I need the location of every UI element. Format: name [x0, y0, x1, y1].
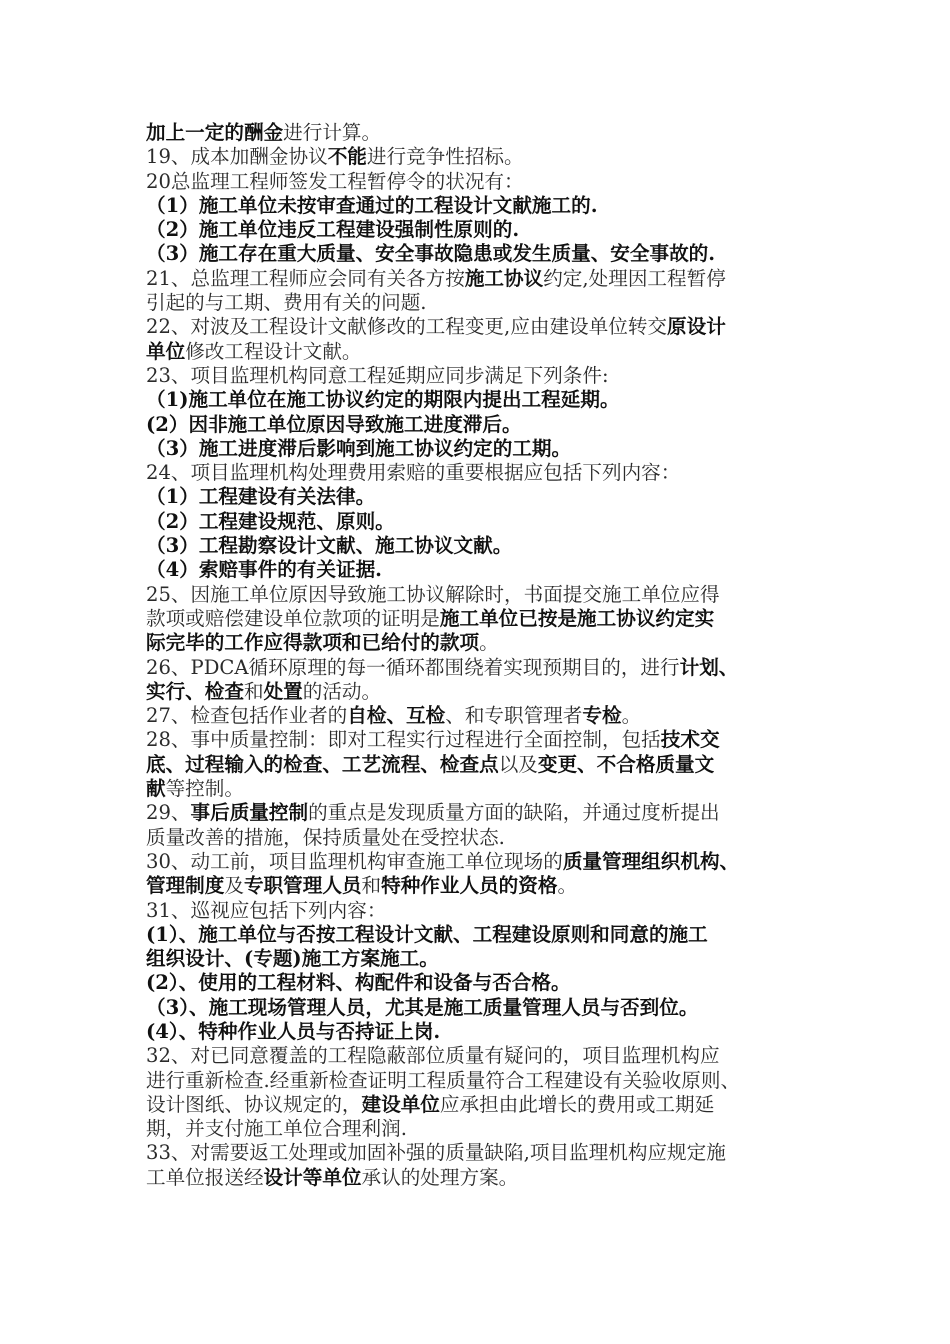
- text-line: [146, 461, 826, 485]
- plain-text: 。: [557, 874, 578, 898]
- text-line: [146, 558, 826, 582]
- emphasized-text: （2）工程建设规范、原则。: [146, 509, 395, 533]
- emphasized-text: 管理制度: [146, 874, 225, 898]
- plain-text: 和: [361, 874, 382, 898]
- emphasized-text: 专检: [582, 704, 622, 728]
- plain-text: 引起的与工期、费用有关的问题.: [146, 291, 427, 315]
- text-line: [146, 1020, 826, 1044]
- emphasized-text: 质量管理组织机构、: [562, 849, 740, 873]
- emphasized-text: 施工协议: [464, 266, 544, 290]
- plain-text: 承认的处理方案。: [361, 1165, 519, 1189]
- plain-text: 21、总监理工程师应会同有关各方按: [146, 266, 465, 290]
- text-line: [146, 413, 826, 437]
- emphasized-text: （1）施工单位未按审查通过的工程设计文献施工的.: [146, 193, 598, 217]
- text-line: [146, 218, 826, 242]
- text-line: [146, 607, 826, 631]
- text-line: [146, 971, 826, 995]
- text-line: [146, 194, 826, 218]
- plain-text: 33、对需要返工处理或加固补强的质量缺陷,项目监理机构应规定施: [146, 1141, 726, 1165]
- emphasized-text: 单位: [146, 339, 186, 363]
- emphasized-text: 计划、: [679, 655, 739, 679]
- plain-text: 25、因施工单位原因导致施工协议解除时，书面提交施工单位应得: [146, 582, 720, 606]
- text-line: [146, 1141, 826, 1165]
- text-line: [146, 874, 826, 898]
- text-line: [146, 777, 826, 801]
- plain-text: 款项或赔偿建设单位款项的证明是: [146, 606, 440, 630]
- document-body: [146, 121, 826, 1190]
- text-line: [146, 315, 826, 339]
- plain-text: 的活动。: [302, 679, 382, 703]
- text-line: [146, 728, 826, 752]
- plain-text: 19、成本加酬金协议: [146, 145, 328, 169]
- emphasized-text: 际完毕的工作应得款项和已给付的款项: [146, 631, 480, 655]
- text-line: [146, 583, 826, 607]
- emphasized-text: (2）、使用的工程材料、构配件和设备与否合格。: [146, 971, 571, 995]
- text-line: [146, 1093, 826, 1117]
- emphasized-text: （1)施工单位在施工协议约定的期限内提出工程延期。: [146, 388, 620, 412]
- text-line: [146, 364, 826, 388]
- emphasized-text: （3）施工进度滞后影响到施工协议约定的工期。: [146, 436, 572, 460]
- text-line: [146, 631, 826, 655]
- plain-text: 约定,处理因工程暂停: [543, 266, 726, 290]
- text-line: [146, 923, 826, 947]
- emphasized-text: （3）、施工现场管理人员，尤其是施工质量管理人员与否到位。: [146, 995, 699, 1019]
- emphasized-text: 变更、不合格质量文: [537, 752, 715, 776]
- text-line: [146, 1166, 826, 1190]
- emphasized-text: 原设计: [667, 315, 726, 339]
- plain-text: 应承担由此增长的费用或工期延: [439, 1092, 715, 1116]
- emphasized-text: 组织设计、(专题)施工方案施工。: [146, 947, 439, 971]
- text-line: [146, 1044, 826, 1068]
- text-line: [146, 267, 826, 291]
- text-line: [146, 121, 826, 145]
- plain-text: 期，并支付施工单位合理利润.: [146, 1117, 407, 1141]
- text-line: [146, 534, 826, 558]
- plain-text: 工单位报送经: [146, 1165, 264, 1189]
- plain-text: 26、PDCA循环原理的每一循环都围绕着实现预期目的，进行: [146, 655, 680, 679]
- text-line: [146, 801, 826, 825]
- text-line: [146, 291, 826, 315]
- text-line: [146, 170, 826, 194]
- plain-text: 及: [224, 874, 244, 898]
- plain-text: 31、巡视应包括下列内容：: [146, 898, 387, 922]
- emphasized-text: 处置: [263, 679, 303, 703]
- plain-text: 27、检查包括作业者的: [146, 704, 348, 728]
- text-line: [146, 388, 826, 412]
- emphasized-text: (4）、特种作业人员与否持证上岗.: [146, 1019, 441, 1043]
- emphasized-text: 施工单位已按是施工协议约定实: [439, 606, 715, 630]
- text-line: [146, 340, 826, 364]
- text-line: [146, 996, 826, 1020]
- plain-text: 质量改善的措施，保持质量处在受控状态.: [146, 825, 505, 849]
- emphasized-text: 特种作业人员的资格: [381, 874, 558, 898]
- plain-text: 28、事中质量控制：即对工程实行过程进行全面控制，包括: [146, 728, 661, 752]
- plain-text: 。: [479, 631, 499, 655]
- plain-text: 29、: [146, 801, 191, 825]
- emphasized-text: 加上一定的酬金: [146, 121, 284, 144]
- plain-text: 和: [243, 679, 264, 703]
- emphasized-text: 自检、互检: [347, 704, 446, 728]
- emphasized-text: （1）工程建设有关法律。: [146, 485, 376, 509]
- text-line: [146, 947, 826, 971]
- text-line: [146, 899, 826, 923]
- plain-text: 进行重新检查.经重新检查证明工程质量符合工程建设有关验收原则、: [146, 1068, 741, 1092]
- plain-text: 设计图纸、协议规定的，: [146, 1092, 362, 1116]
- plain-text: 的重点是发现质量方面的缺陷，并通过度析提出: [308, 801, 720, 825]
- text-line: [146, 145, 826, 169]
- plain-text: 进行竞争性招标。: [366, 145, 524, 169]
- text-line: [146, 656, 826, 680]
- plain-text: 等控制。: [165, 777, 244, 801]
- emphasized-text: 建设单位: [361, 1092, 440, 1116]
- plain-text: 、和专职管理者: [445, 704, 583, 728]
- text-line: [146, 1069, 826, 1093]
- plain-text: 23、项目监理机构同意工程延期应同步满足下列条件:: [146, 363, 609, 387]
- emphasized-text: （3）施工存在重大质量、安全事故隐患或发生质量、安全事故的.: [146, 242, 716, 266]
- plain-text: 进行计算。: [283, 121, 382, 144]
- emphasized-text: 实行、检查: [146, 679, 244, 703]
- plain-text: 32、对已同意覆盖的工程隐蔽部位质量有疑问的，项目监理机构应: [146, 1044, 720, 1068]
- emphasized-text: （4）索赔事件的有关证据.: [146, 558, 382, 582]
- text-line: [146, 826, 826, 850]
- emphasized-text: （3）工程勘察设计文献、施工协议文献。: [146, 534, 513, 558]
- text-line: [146, 680, 826, 704]
- text-line: [146, 1117, 826, 1141]
- plain-text: 20总监理工程师签发工程暂停令的状况有：: [146, 169, 524, 193]
- plain-text: 。: [621, 704, 642, 728]
- text-line: [146, 437, 826, 461]
- emphasized-text: (1）、施工单位与否按工程设计文献、工程建设原则和同意的施工: [146, 922, 708, 946]
- emphasized-text: 设计等单位: [263, 1165, 362, 1189]
- text-line: [146, 850, 826, 874]
- emphasized-text: 事后质量控制: [190, 801, 309, 825]
- emphasized-text: (2）因非施工单位原因导致施工进度滞后。: [146, 412, 522, 436]
- emphasized-text: 不能: [327, 145, 367, 169]
- plain-text: 以及: [498, 752, 538, 776]
- emphasized-text: 技术交: [660, 728, 720, 752]
- emphasized-text: 底、过程输入的检查、工艺流程、检查点: [146, 752, 499, 776]
- text-line: [146, 485, 826, 509]
- text-line: [146, 510, 826, 534]
- plain-text: 修改工程设计文献。: [185, 339, 362, 363]
- text-line: [146, 242, 826, 266]
- emphasized-text: （2）施工单位违反工程建设强制性原则的.: [146, 218, 520, 242]
- text-line: [146, 753, 826, 777]
- plain-text: 24、项目监理机构处理费用索赔的重要根据应包括下列内容：: [146, 461, 681, 485]
- plain-text: 22、对波及工程设计文献修改的工程变更,应由建设单位转交: [146, 315, 668, 339]
- emphasized-text: 献: [146, 777, 166, 801]
- text-line: [146, 704, 826, 728]
- emphasized-text: 专职管理人员: [243, 874, 362, 898]
- plain-text: 30、动工前，项目监理机构审查施工单位现场的: [146, 849, 563, 873]
